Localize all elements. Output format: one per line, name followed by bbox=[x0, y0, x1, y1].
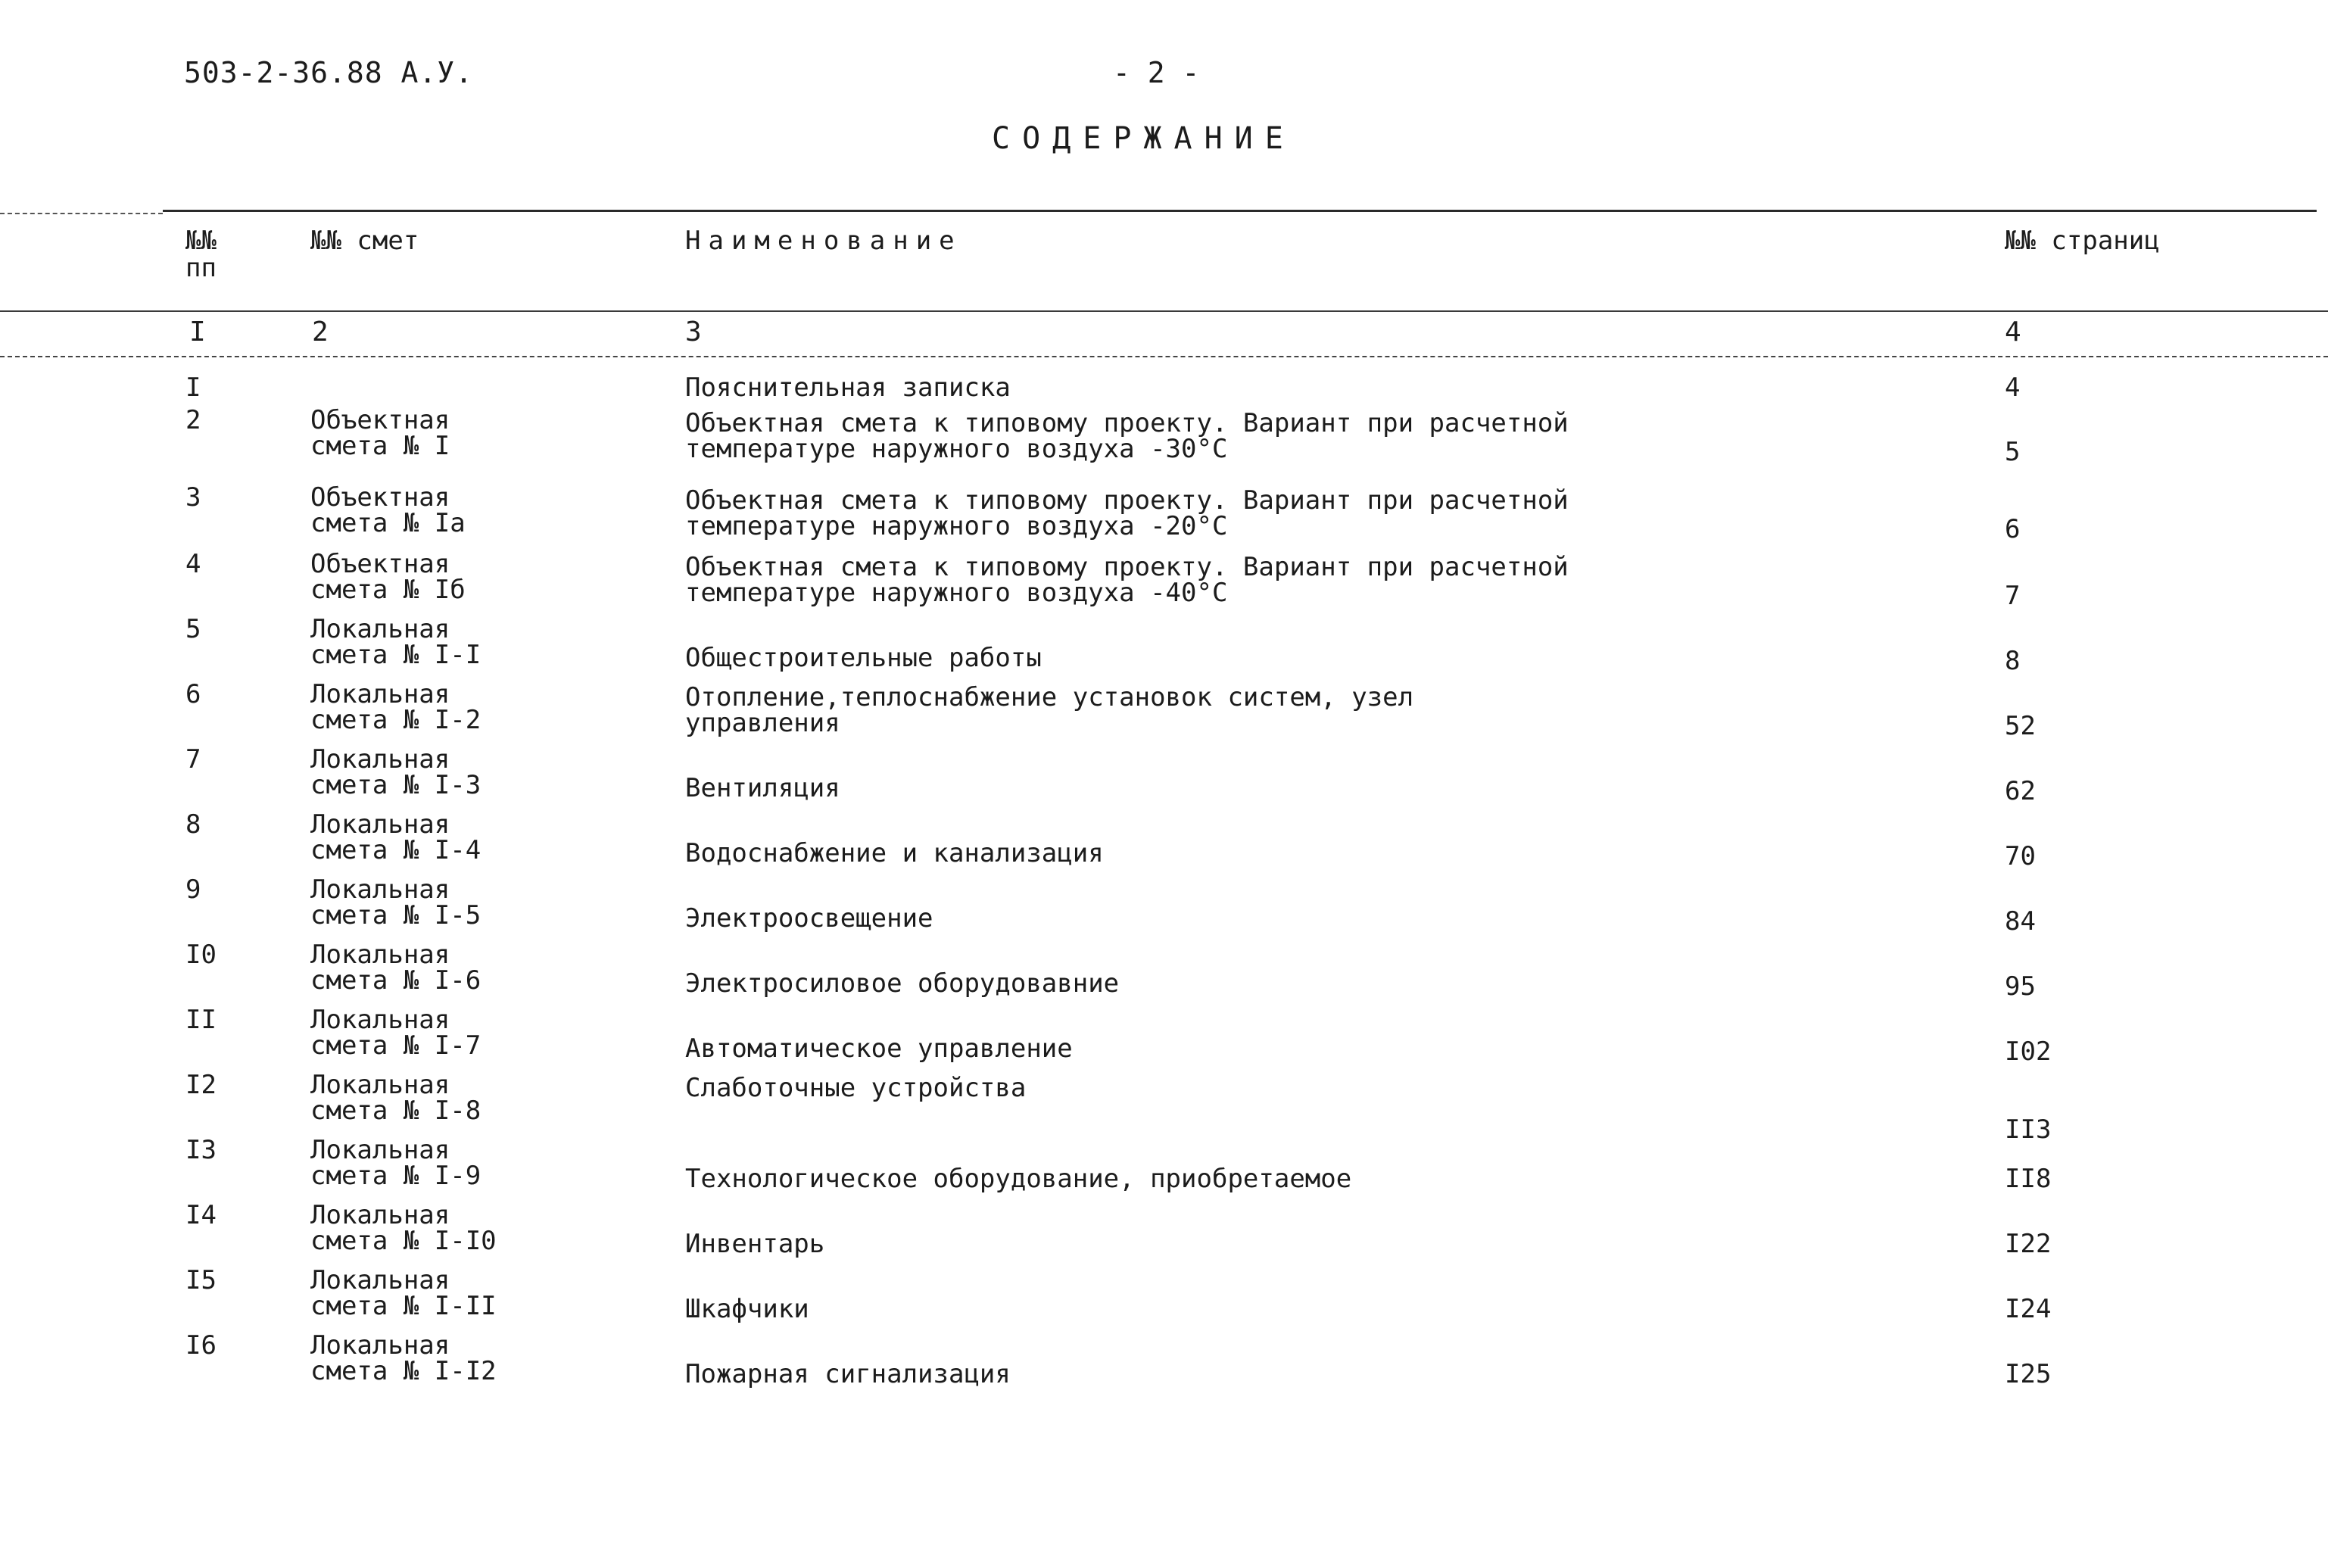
estimate-type: Объектная bbox=[310, 482, 450, 513]
estimate-number: смета № I-I0 bbox=[310, 1226, 497, 1256]
item-name-line1: Объектная смета к типовому проекту. Вариант при расчетной bbox=[685, 408, 1569, 438]
column-number-2: 2 bbox=[312, 316, 329, 348]
row-number: I5 bbox=[185, 1265, 217, 1295]
page-reference: 70 bbox=[2005, 841, 2036, 871]
estimate-number: смета № I-8 bbox=[310, 1096, 481, 1126]
item-name-line1: Пояснительная записка bbox=[685, 373, 1011, 403]
estimate-number: смета № Iа bbox=[310, 508, 466, 538]
item-name-line2: управления bbox=[685, 708, 840, 738]
item-name-line1: Слаботочные устройства bbox=[685, 1073, 1027, 1103]
row-number: 5 bbox=[185, 614, 201, 644]
estimate-number: смета № I-7 bbox=[310, 1030, 481, 1061]
row-number: I6 bbox=[185, 1330, 217, 1361]
page-reference: 5 bbox=[2005, 437, 2021, 467]
estimate-type: Объектная bbox=[310, 549, 450, 579]
item-name-line2: Технологическое оборудование, приобретаемое bbox=[685, 1164, 1352, 1194]
estimate-type: Локальная bbox=[310, 1005, 450, 1035]
estimate-type: Локальная bbox=[310, 1265, 450, 1295]
row-number: 9 bbox=[185, 874, 201, 905]
estimate-type: Локальная bbox=[310, 809, 450, 840]
item-name-line1: Отопление,теплоснабжение установок систем, узел bbox=[685, 682, 1414, 712]
item-name-line2: температуре наружного воздуха -20°С bbox=[685, 511, 1228, 541]
row-number: I4 bbox=[185, 1200, 217, 1230]
item-name-line2: Шкафчики bbox=[685, 1294, 809, 1324]
row-number: 4 bbox=[185, 549, 201, 579]
estimate-type: Локальная bbox=[310, 614, 450, 644]
estimate-number: смета № I bbox=[310, 431, 450, 461]
page-number: - 2 - bbox=[1113, 56, 1200, 89]
page-reference: 95 bbox=[2005, 971, 2036, 1002]
column-number-rule bbox=[0, 356, 2328, 357]
page-reference: I22 bbox=[2005, 1229, 2052, 1259]
row-number: 8 bbox=[185, 809, 201, 840]
estimate-number: смета № I-2 bbox=[310, 705, 481, 735]
column-header-number-line1: №№ bbox=[185, 226, 217, 256]
page-reference: II8 bbox=[2005, 1164, 2052, 1194]
estimate-type: Локальная bbox=[310, 940, 450, 970]
row-number: I0 bbox=[185, 940, 217, 970]
document-code: 503-2-36.88 А.У. bbox=[184, 56, 474, 89]
page-reference: I25 bbox=[2005, 1359, 2052, 1389]
page-reference: I24 bbox=[2005, 1294, 2052, 1324]
table-top-rule bbox=[163, 210, 2317, 212]
estimate-type: Локальная bbox=[310, 1135, 450, 1165]
column-number-1: I bbox=[189, 316, 206, 348]
item-name-line2: Пожарная сигнализация bbox=[685, 1359, 1011, 1389]
estimate-number: смета № Iб bbox=[310, 575, 466, 605]
page-title: СОДЕРЖАНИЕ bbox=[992, 121, 1295, 156]
estimate-type: Объектная bbox=[310, 405, 450, 435]
item-name-line2: температуре наружного воздуха -40°С bbox=[685, 578, 1228, 608]
estimate-type: Локальная bbox=[310, 1070, 450, 1100]
item-name-line2: Автоматическое управление bbox=[685, 1033, 1073, 1064]
estimate-number: смета № I-3 bbox=[310, 770, 481, 800]
column-number-4: 4 bbox=[2005, 316, 2021, 348]
item-name-line2: Электросиловое оборудовавние bbox=[685, 968, 1120, 999]
page-reference: 52 bbox=[2005, 711, 2036, 741]
estimate-type: Локальная bbox=[310, 744, 450, 775]
item-name-line2: Электроосвещение bbox=[685, 903, 933, 934]
column-header-name: Наименование bbox=[685, 226, 962, 256]
page-reference: I02 bbox=[2005, 1037, 2052, 1067]
estimate-type: Локальная bbox=[310, 1330, 450, 1361]
row-number: I2 bbox=[185, 1070, 217, 1100]
item-name-line2: Водоснабжение и канализация bbox=[685, 838, 1104, 868]
page-reference: 84 bbox=[2005, 906, 2036, 937]
item-name-line1: Объектная смета к типовому проекту. Вариант при расчетной bbox=[685, 552, 1569, 582]
estimate-number: смета № I-4 bbox=[310, 835, 481, 865]
row-number: I3 bbox=[185, 1135, 217, 1165]
page-reference: 4 bbox=[2005, 373, 2021, 403]
estimate-type: Локальная bbox=[310, 874, 450, 905]
row-number: 2 bbox=[185, 405, 201, 435]
column-header-number bbox=[185, 227, 217, 282]
row-number: 3 bbox=[185, 482, 201, 513]
estimate-number: смета № I-9 bbox=[310, 1161, 481, 1191]
estimate-number: смета № I-I2 bbox=[310, 1356, 497, 1386]
row-number: 7 bbox=[185, 744, 201, 775]
estimate-number: смета № I-6 bbox=[310, 965, 481, 996]
item-name-line2: Инвентарь bbox=[685, 1229, 825, 1259]
page-reference: 7 bbox=[2005, 581, 2021, 611]
estimate-type: Локальная bbox=[310, 679, 450, 709]
page-reference: 8 bbox=[2005, 646, 2021, 676]
page-reference: II3 bbox=[2005, 1114, 2052, 1145]
column-header-estimate: №№ смет bbox=[310, 226, 419, 256]
item-name-line1: Объектная смета к типовому проекту. Вариант при расчетной bbox=[685, 485, 1569, 516]
header-bottom-rule bbox=[0, 310, 2328, 312]
row-number: II bbox=[185, 1005, 217, 1035]
estimate-number: смета № I-I bbox=[310, 640, 481, 670]
item-name-line2: Вентиляция bbox=[685, 773, 840, 803]
estimate-type: Локальная bbox=[310, 1200, 450, 1230]
item-name-line2: температуре наружного воздуха -30°С bbox=[685, 434, 1228, 464]
column-header-pages: №№ страниц bbox=[2005, 226, 2160, 256]
estimate-number: смета № I-II bbox=[310, 1291, 497, 1321]
row-number: 6 bbox=[185, 679, 201, 709]
page-reference: 6 bbox=[2005, 514, 2021, 544]
page-reference: 62 bbox=[2005, 776, 2036, 806]
column-number-3: 3 bbox=[685, 316, 702, 348]
column-header-number-line2: пп bbox=[185, 253, 217, 283]
estimate-number: смета № I-5 bbox=[310, 900, 481, 931]
row-number: I bbox=[185, 373, 201, 403]
item-name-line2: Общестроительные работы bbox=[685, 643, 1042, 673]
table-top-rule-dashed bbox=[0, 213, 163, 214]
